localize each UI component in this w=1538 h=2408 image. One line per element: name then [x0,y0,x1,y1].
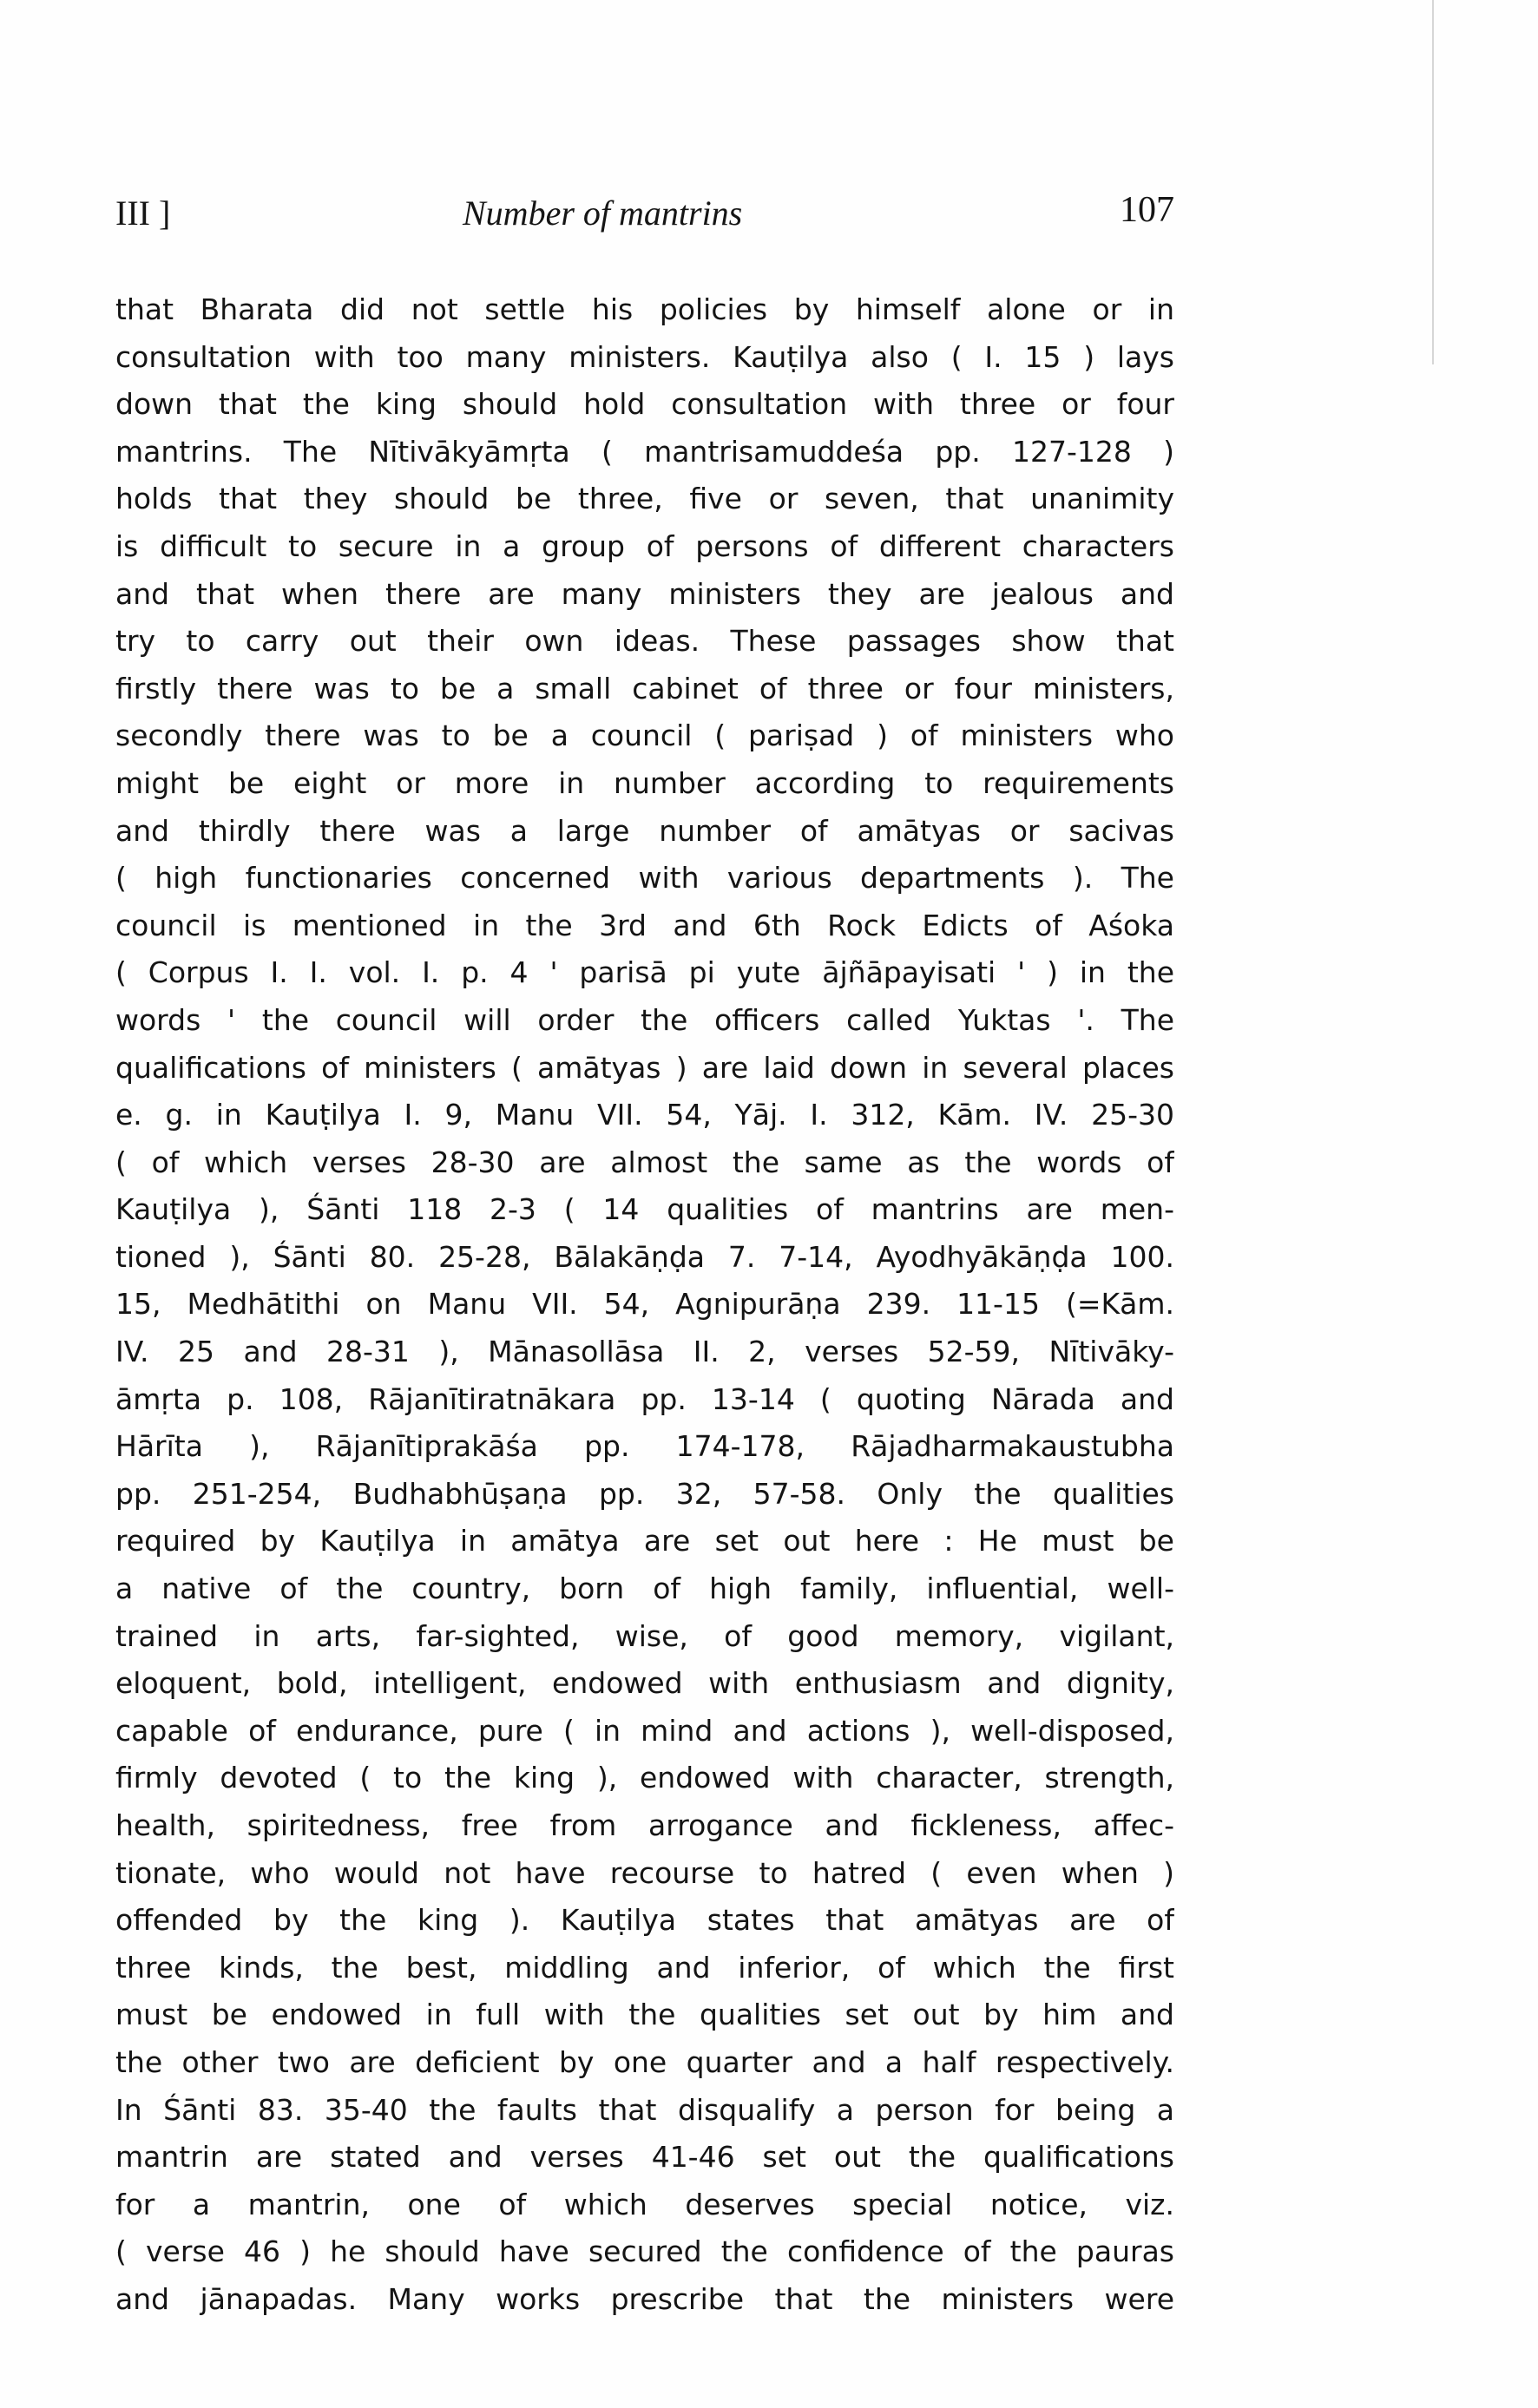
scan-edge [1432,0,1434,364]
text-line: capable of endurance, pure ( in mind and actions ), well-disposed, [115,1713,1174,1748]
text-line: health, spiritedness, free from arrogance and fickleness, affec- [115,1808,1174,1842]
text-line: down that the king should hold consultation with three or four [115,387,1174,422]
page-number: 107 [1120,190,1174,230]
page-header [115,190,1174,253]
text-line: for a mantrin, one of which deserves special notice, viz. [115,2187,1174,2221]
text-line: consultation with too many ministers. Kauṭilya also ( I. 15 ) lays [115,339,1174,374]
text-line: ( of which verses 28-30 are almost the same as the words of [115,1145,1174,1179]
text-line: three kinds, the best, middling and inferior, of which the first [115,1950,1174,1985]
text-line: and that when there are many ministers they are jealous and [115,576,1174,611]
body-text [115,286,1174,2324]
text-line: eloquent, bold, intelligent, endowed with enthusiasm and dignity, [115,1666,1174,1701]
text-line: a native of the country, born of high family, influential, well- [115,1571,1174,1606]
text-line: Kauṭilya ), Śānti 118 2-3 ( 14 qualities of mantrins are men- [115,1192,1174,1227]
text-line: tionate, who would not have recourse to hatred ( even when ) [115,1855,1174,1890]
text-line: qualifications of ministers ( amātyas ) are laid down in several places [115,1050,1174,1085]
text-line: must be endowed in full with the qualities set out by him and [115,1998,1174,2032]
text-line: In Śānti 83. 35-40 the faults that disqualify a person for being a [115,2092,1174,2127]
text-line: try to carry out their own ideas. These passages show that [115,624,1174,659]
text-line: might be eight or more in number according to requirements [115,765,1174,800]
text-line: trained in arts, far-sighted, wise, of good memory, vigilant, [115,1618,1174,1653]
text-line: is difficult to secure in a group of persons of different characters [115,528,1174,563]
text-line: IV. 25 and 28-31 ), Mānasollāsa II. 2, verses 52-59, Nītivāky- [115,1335,1174,1369]
running-title: Number of mantrins [463,194,743,233]
text-line: that Bharata did not settle his policies by himself alone or in [115,292,1174,326]
text-line: firstly there was to be a small cabinet of three or four ministers, [115,671,1174,705]
text-line: and jānapadas. Many works prescribe that the ministers were [115,2281,1174,2316]
text-line: pp. 251-254, Budhabhūṣaṇa pp. 32, 57-58. Only the qualities [115,1476,1174,1511]
text-line: Hārīta ), Rājanītiprakāśa pp. 174-178, Rājadharmakaustubha [115,1429,1174,1464]
text-line: words ' the council will order the officers called Yuktas '. The [115,1002,1174,1037]
text-line: mantrin are stated and verses 41-46 set out the qualifications [115,2140,1174,2175]
text-line: ( verse 46 ) he should have secured the confidence of the pauras [115,2234,1174,2269]
text-line: secondly there was to be a council ( pariṣad ) of ministers who [115,718,1174,753]
text-line: firmly devoted ( to the king ), endowed with character, strength, [115,1761,1174,1795]
text-line: and thirdly there was a large number of amātyas or sacivas [115,813,1174,848]
chapter-marker: III ] [115,194,171,233]
text-line: e. g. in Kauṭilya I. 9, Manu VII. 54, Yāj. I. 312, Kām. IV. 25-30 [115,1098,1174,1132]
text-line: ( high functionaries concerned with various departments ). The [115,861,1174,896]
text-line: āmṛta p. 108, Rājanītiratnākara pp. 13-14 ( quoting Nārada and [115,1381,1174,1416]
text-line: tioned ), Śānti 80. 25-28, Bālakāṇḍa 7. 7-14, Ayodhyākāṇḍa 100. [115,1239,1174,1274]
text-line: holds that they should be three, five or seven, that unanimity [115,482,1174,516]
text-line: mantrins. The Nītivākyāmṛta ( mantrisamuddeśa pp. 127-128 ) [115,434,1174,469]
text-line: the other two are deficient by one quarter and a half respectively. [115,2044,1174,2079]
text-line: ( Corpus I. I. vol. I. p. 4 ' parisā pi yute ājñāpayisati ' ) in the [115,955,1174,990]
text-line: offended by the king ). Kauṭilya states that amātyas are of [115,1903,1174,1938]
text-line: required by Kauṭilya in amātya are set out here : He must be [115,1524,1174,1558]
text-line: 15, Medhātithi on Manu VII. 54, Agnipurāṇa 239. 11-15 (=Kām. [115,1287,1174,1322]
text-line: council is mentioned in the 3rd and 6th Rock Edicts of Aśoka [115,908,1174,942]
